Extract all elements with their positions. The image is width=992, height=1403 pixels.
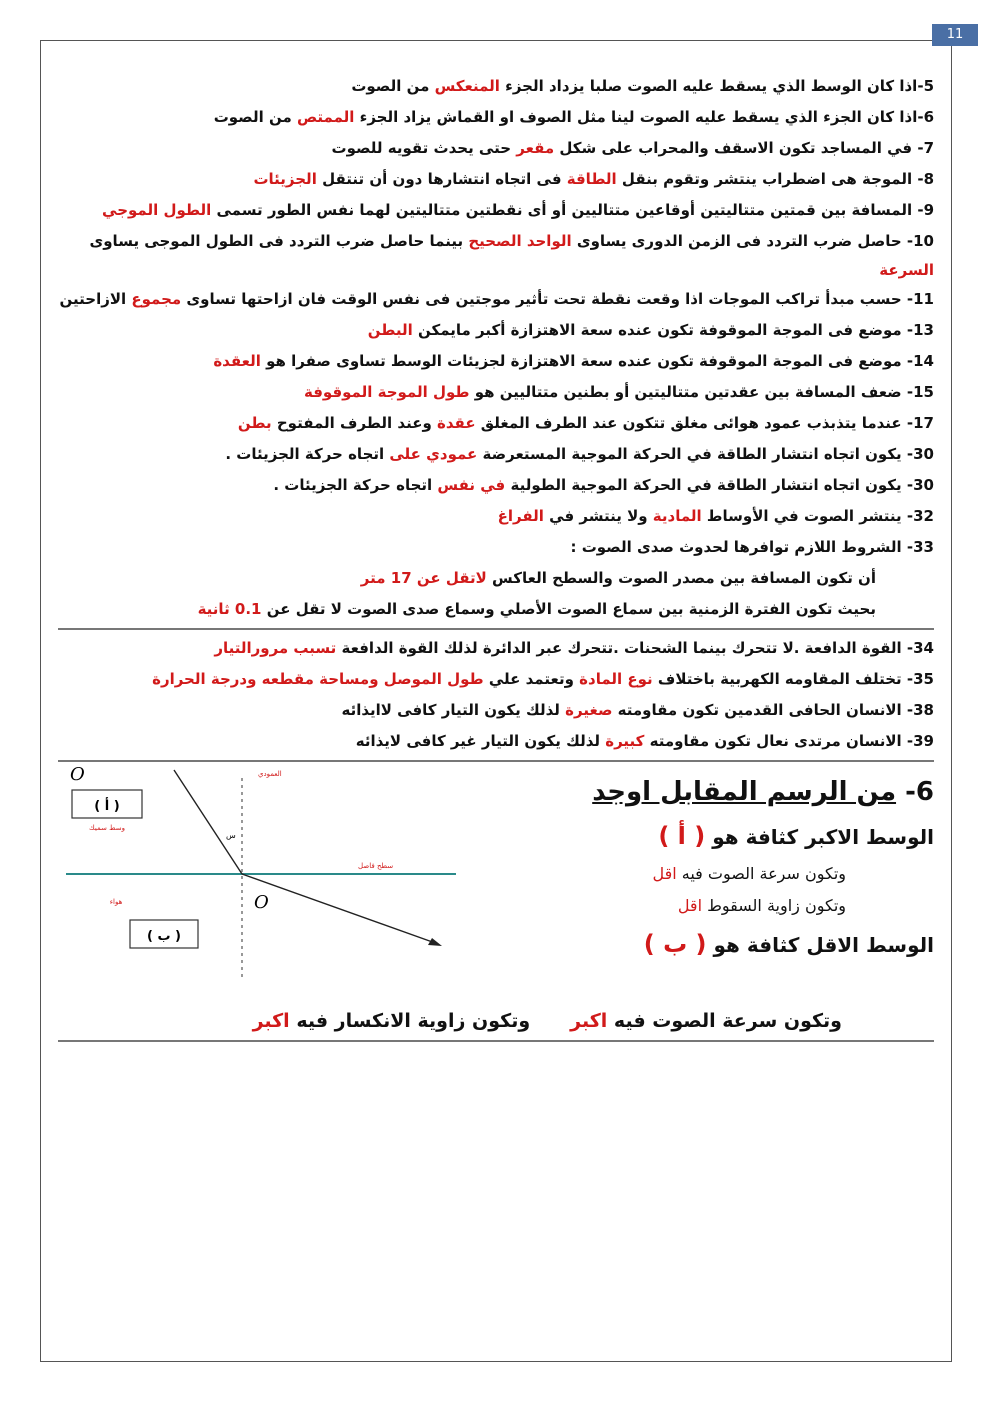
statement-answer: الواحد الصحيح <box>468 232 572 250</box>
denser-medium-row <box>478 814 934 858</box>
bottom-divider <box>58 1040 934 1042</box>
statement-35 <box>58 665 934 696</box>
statement-30b <box>58 471 934 502</box>
denser-label: الوسط الاكبر كثافة هو <box>712 825 934 849</box>
statement-answer: نوع المادة <box>579 670 653 688</box>
incident-ray <box>174 770 242 874</box>
statement-text: 9- المسافة بين قمتين متتاليتين أوقاعين متتاليين أو أى نقطتين متتاليتين لهما نفس الطور تسمى <box>211 201 934 219</box>
statement-answer: المنعكس <box>434 77 500 95</box>
statement-34 <box>58 634 934 665</box>
statement-answer: السرعة <box>879 261 934 279</box>
section-number: 6- <box>905 777 934 807</box>
echo-condition-1 <box>58 564 934 595</box>
statement-answer: عمودي على <box>389 445 478 463</box>
statement-33 <box>58 533 934 564</box>
label-surface: سطح فاصل <box>358 862 394 870</box>
label-medium-b: هواء <box>109 898 123 906</box>
statement-answer: الفراغ <box>497 507 544 525</box>
statement-10 <box>58 227 934 285</box>
statement-answer: الطول الموجي <box>102 201 212 219</box>
statement-answer: المادية <box>652 507 702 525</box>
denser-answer: ( أ ) <box>658 822 706 850</box>
statement-text: 11- حسب مبدأ تراكب الموجات اذا وقعت نقطة تحت تأثير موجتين فى نفس الوقت فان ازاحتها تساوى <box>181 290 934 308</box>
statement-text: اتجاه حركة الجزيئات . <box>273 476 438 494</box>
statement-answer: كبيرة <box>605 732 645 750</box>
statement-answer: مقعر <box>516 139 555 157</box>
statement-30a <box>58 440 934 471</box>
statement-14 <box>58 347 934 378</box>
statement-9 <box>58 196 934 227</box>
statement-text: الازاحتين <box>59 290 132 308</box>
rarer-properties-row <box>58 1004 934 1038</box>
statement-text: 30- يكون اتجاه انتشار الطاقة في الحركة الموجية المستعرضة <box>477 445 934 463</box>
statement-text: 10- حاصل ضرب التردد فى الزمن الدورى يساوى <box>571 232 934 250</box>
statement-text: وعند الطرف المفتوح <box>271 414 437 432</box>
denser-angle-answer: اقل <box>677 896 703 915</box>
statement-text: 33- الشروط اللازم توافرها لحدوث صدى الصوت : <box>570 538 934 556</box>
statement-32 <box>58 502 934 533</box>
rarer-angle-answer: اكبر <box>252 1010 290 1032</box>
statement-answer: صغيرة <box>565 701 613 719</box>
rarer-angle-text: وتكون زاوية الانكسار فيه <box>289 1010 531 1032</box>
statement-text: 17- عندما يتذبذب عمود هوائى مغلق تتكون عند الطرف المغلق <box>475 414 934 432</box>
statement-38 <box>58 696 934 727</box>
rarer-label: الوسط الاقل كثافة هو <box>713 933 934 957</box>
angle-label: س <box>226 831 236 840</box>
statement-text: ولا ينتشر في <box>543 507 653 525</box>
arrow-head <box>428 938 442 946</box>
statement-text: حتى يحدث تقويه للصوت <box>331 139 517 157</box>
statement-text: فى اتجاه انتشارها دون أن تنتقل <box>316 170 567 188</box>
label-medium-a: وسط سميك <box>88 824 126 832</box>
section-divider <box>58 628 934 630</box>
statements-list <box>58 72 934 766</box>
statement-text: 13- موضع فى الموجة الموقوفة تكون عنده سعة الاهتزازة أكبر مايمكن <box>412 321 934 339</box>
statement-text: 35- تختلف المقاومه الكهربية باختلاف <box>652 670 934 688</box>
statement-text: لذلك يكون التيار كافى لاايذائه <box>341 701 566 719</box>
refracted-ray <box>242 874 438 944</box>
statement-text: من الصوت <box>351 77 435 95</box>
letter-o-top: O <box>70 764 85 785</box>
statement-8 <box>58 165 934 196</box>
denser-angle-row <box>478 890 934 922</box>
letter-o-bottom: O <box>254 892 269 913</box>
statement-text: بينما حاصل ضرب التردد فى الطول الموجى يساوى <box>89 232 469 250</box>
denser-speed-row <box>478 858 934 890</box>
statement-5 <box>58 72 934 103</box>
statement-answer: تسبب مرورالتيار <box>214 639 337 657</box>
statement-text: 7- في المساجد تكون الاسقف والمحراب على شكل <box>554 139 934 157</box>
statement-39 <box>58 727 934 758</box>
statement-text: 34- القوة الدافعة .لا تتحرك بينما الشحنات .تتحرك عبر الدائرة لذلك القوة الدافعة <box>336 639 934 657</box>
statement-text: 6-اذا كان الجزء الذي يسقط عليه الصوت لينا مثل الصوف او القماش يزاد الجزء <box>354 108 934 126</box>
statement-answer: مجموع <box>131 290 182 308</box>
statement-answer: 0.1 ثانية <box>197 600 262 618</box>
statement-text: أن تكون المسافة بين مصدر الصوت والسطح العاكس <box>486 569 876 587</box>
label-normal: العمودي <box>258 770 282 778</box>
denser-speed-text: وتكون سرعة الصوت فيه <box>676 864 846 883</box>
rarer-answer: ( ب ) <box>643 930 707 958</box>
statement-answer: طول الموصل ومساحة مقطعه ودرجة الحرارة <box>152 670 484 688</box>
label-a: ( أ ) <box>94 799 120 814</box>
statement-text: من الصوت <box>213 108 297 126</box>
label-b: ( ب ) <box>146 929 182 944</box>
rarer-speed-answer: اكبر <box>570 1010 608 1032</box>
statement-text: بحيث تكون الفترة الزمنية بين سماع الصوت الأصلي وسماع صدى الصوت لا تقل عن <box>261 600 876 618</box>
statement-15 <box>58 378 934 409</box>
rarer-speed-text: وتكون سرعة الصوت فيه <box>607 1010 842 1032</box>
page-number: 11 <box>932 24 978 46</box>
statement-text: 38- الانسان الحافى القدمين تكون مقاومته <box>612 701 934 719</box>
statement-answer: في نفس <box>437 476 506 494</box>
statement-7 <box>58 134 934 165</box>
refraction-diagram <box>58 758 478 988</box>
section-6-title <box>478 770 934 814</box>
denser-speed-answer: اقل <box>652 864 677 883</box>
statement-answer: الطاقة <box>566 170 617 188</box>
echo-condition-2 <box>58 595 934 626</box>
statement-answer: بطن <box>237 414 272 432</box>
statement-answer: لاتقل عن 17 متر <box>360 569 487 587</box>
statement-answer: طول الموجة الموقوفة <box>304 383 470 401</box>
statement-text: 39- الانسان مرتدى نعال تكون مقاومته <box>644 732 934 750</box>
statement-text: 8- الموجة هى اضطراب ينتشر وتقوم بنقل <box>616 170 934 188</box>
statement-6 <box>58 103 934 134</box>
statement-13 <box>58 316 934 347</box>
statement-text: 32- ينتشر الصوت في الأوساط <box>701 507 934 525</box>
statement-text: 5-اذا كان الوسط الذي يسقط عليه الصوت صلبا يزداد الجزء <box>499 77 934 95</box>
statement-text: وتعتمد علي <box>483 670 580 688</box>
statement-text: لذلك يكون التيار غير كافى لايذائه <box>355 732 606 750</box>
statement-answer: البطن <box>367 321 413 339</box>
rarer-medium-row <box>478 922 934 966</box>
section-6 <box>478 770 934 966</box>
statement-17 <box>58 409 934 440</box>
statement-answer: عقدة <box>437 414 476 432</box>
statement-answer: الممتص <box>296 108 355 126</box>
section-title: من الرسم المقابل اوجد <box>592 777 897 807</box>
statement-text: 30- يكون اتجاه انتشار الطاقة في الحركة الموجية الطولية <box>505 476 934 494</box>
statement-text: 14- موضع فى الموجة الموقوفة تكون عنده سعة الاهتزازة لجزيئات الوسط تساوى صفرا هو <box>260 352 934 370</box>
denser-angle-text: وتكون زاوية السقوط <box>702 896 846 915</box>
statement-text: اتجاه حركة الجزيئات . <box>225 445 390 463</box>
statement-answer: العقدة <box>213 352 261 370</box>
statement-answer: الجزيئات <box>253 170 317 188</box>
statement-text: 15- ضعف المسافة بين عقدتين متتاليتين أو بطنين متتاليين هو <box>469 383 934 401</box>
statement-11 <box>58 285 934 316</box>
